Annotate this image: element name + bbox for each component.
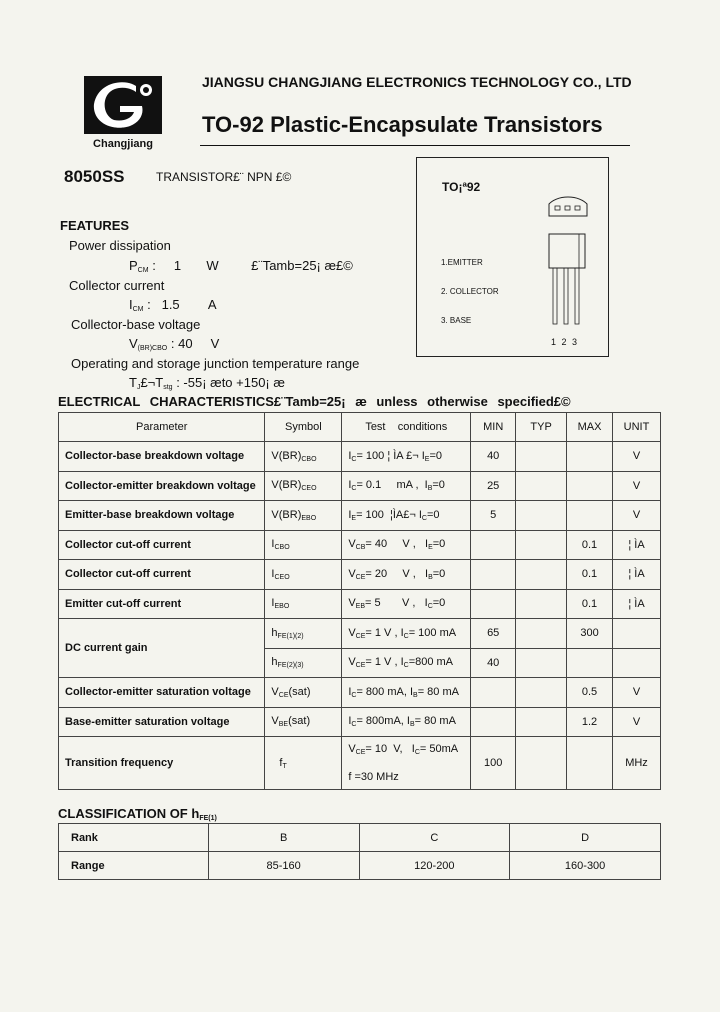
rank-cell: D — [510, 824, 661, 852]
min-cell — [471, 530, 516, 560]
param-cell: Base-emitter saturation voltage — [59, 707, 265, 737]
table-row — [59, 678, 661, 708]
typ-cell — [516, 619, 567, 649]
range-cell: 85-160 — [208, 852, 359, 880]
table-row — [59, 589, 661, 619]
feature-current-label: Collector current — [69, 278, 165, 293]
min-cell — [471, 589, 516, 619]
symbol-cell: $f_T$ — [265, 737, 342, 790]
table-row — [59, 501, 661, 531]
symbol-cell: $V(BR)_{CBO}$ — [265, 442, 342, 472]
pin-label-base: 3. BASE — [441, 316, 472, 325]
param-cell: Collector cut-off current — [59, 530, 265, 560]
max-cell: 0.5 — [567, 678, 613, 708]
classification-title: CLASSIFICATION OF $h_{FE(1)}$ — [58, 806, 217, 822]
max-cell — [567, 737, 613, 790]
unit-cell: ¦ ÌA — [613, 560, 661, 590]
min-cell: 5 — [471, 501, 516, 531]
param-cell: DC current gain — [59, 619, 265, 678]
feature-temp-value: $T_J£\neg T_{stg}$ : -55¡ æto +150¡ æ — [129, 375, 285, 391]
max-cell: 0.1 — [567, 589, 613, 619]
typ-cell — [516, 678, 567, 708]
typ-cell — [516, 707, 567, 737]
table-row — [59, 530, 661, 560]
rank-label: Rank — [59, 824, 209, 852]
condition-cell: $V_{EB}= 5$ V , $I_C=0$ — [342, 589, 471, 619]
symbol-cell: $V_{CE}(sat)$ — [265, 678, 342, 708]
condition-cell: $I_C= 100$ ¦ ÌA £¬ $I_E=0$ — [342, 442, 471, 472]
unit-cell: MHz — [613, 737, 661, 790]
unit-cell: ¦ ÌA — [613, 589, 661, 619]
header-typ: TYP — [516, 413, 567, 442]
symbol-cell: $h_{FE(2)(3)}$ — [265, 648, 342, 678]
table-row — [59, 707, 661, 737]
rank-cell: C — [359, 824, 510, 852]
table-row — [59, 737, 661, 790]
feature-power-value: $P_{CM}$ : 1 W £¨Tamb=25¡ æ£© — [129, 258, 353, 274]
classification-table — [58, 823, 661, 880]
symbol-cell: $V(BR)_{CEO}$ — [265, 471, 342, 501]
min-cell: 100 — [471, 737, 516, 790]
range-cell: 120-200 — [359, 852, 510, 880]
to92-package-drawing-icon — [539, 186, 599, 326]
feature-temp-label: Operating and storage junction temperature range — [71, 356, 360, 371]
header-symbol: Symbol — [265, 413, 342, 442]
typ-cell — [516, 530, 567, 560]
company-name: JIANGSU CHANGJIANG ELECTRONICS TECHNOLOGY CO., LTD — [202, 74, 632, 90]
min-cell: 40 — [471, 442, 516, 472]
features-title: FEATURES — [60, 218, 130, 233]
typ-cell — [516, 589, 567, 619]
param-cell: Collector-base breakdown voltage — [59, 442, 265, 472]
max-cell: 0.1 — [567, 530, 613, 560]
typ-cell — [516, 648, 567, 678]
max-cell: 0.1 — [567, 560, 613, 590]
param-cell: Collector cut-off current — [59, 560, 265, 590]
range-label: Range — [59, 852, 209, 880]
part-number: 8050SS — [64, 167, 125, 186]
feature-power-label: Power dissipation — [69, 238, 171, 253]
table-row — [59, 560, 661, 590]
electrical-title: ELECTRICAL CHARACTERISTICS£¨Tamb=25¡ æ unless otherwise specified£© — [58, 394, 571, 409]
header-unit: UNIT — [613, 413, 661, 442]
min-cell — [471, 678, 516, 708]
part-description: TRANSISTOR£¨ NPN £© — [156, 170, 292, 184]
unit-cell — [613, 648, 661, 678]
unit-cell: V — [613, 501, 661, 531]
electrical-table — [58, 412, 661, 790]
condition-cell: $V_{CE}= 20$ V , $I_B=0$ — [342, 560, 471, 590]
unit-cell: V — [613, 707, 661, 737]
min-cell — [471, 560, 516, 590]
condition-cell: $V_{CE}= 10$ V, $I_C= 50mA$ f =30 MHz — [342, 737, 471, 790]
symbol-cell: $I_{CEO}$ — [265, 560, 342, 590]
min-cell: 65 — [471, 619, 516, 649]
pin-label-emitter: 1.EMITTER — [441, 258, 483, 267]
range-cell: 160-300 — [510, 852, 661, 880]
condition-cell: $V_{CE}= 1$ V , $I_C=800$ mA — [342, 648, 471, 678]
header-parameter: Parameter — [59, 413, 265, 442]
package-box — [416, 157, 609, 357]
feature-voltage-label: Collector-base voltage — [71, 317, 201, 332]
package-title: TO¡ª92 — [442, 180, 481, 194]
range-row — [59, 852, 661, 880]
param-cell: Emitter cut-off current — [59, 589, 265, 619]
header-max: MAX — [567, 413, 613, 442]
condition-cell: $I_C= 800mA$, $I_B= 80$ mA — [342, 707, 471, 737]
symbol-cell: $V_{BE}(sat)$ — [265, 707, 342, 737]
min-cell — [471, 707, 516, 737]
unit-cell — [613, 619, 661, 649]
param-cell: Collector-emitter saturation voltage — [59, 678, 265, 708]
rank-cell: B — [208, 824, 359, 852]
header-min: MIN — [471, 413, 516, 442]
typ-cell — [516, 560, 567, 590]
header-test-conditions: Test conditions — [342, 413, 471, 442]
param-cell: Collector-emitter breakdown voltage — [59, 471, 265, 501]
max-cell — [567, 471, 613, 501]
rank-row — [59, 824, 661, 852]
unit-cell: V — [613, 442, 661, 472]
symbol-cell: $I_{EBO}$ — [265, 589, 342, 619]
header-divider — [200, 145, 630, 146]
param-cell: Emitter-base breakdown voltage — [59, 501, 265, 531]
typ-cell — [516, 442, 567, 472]
condition-cell: $I_C= 800$ mA, $I_B= 80$ mA — [342, 678, 471, 708]
unit-cell: V — [613, 678, 661, 708]
logo-text: Changjiang — [93, 138, 153, 150]
max-cell: 300 — [567, 619, 613, 649]
feature-voltage-value: $V_{(BR)CBO}$ : 40 V — [129, 336, 220, 352]
table-row — [59, 471, 661, 501]
max-cell — [567, 501, 613, 531]
condition-cell: $I_E= 100$ ¦ÌA£¬ $I_C=0$ — [342, 501, 471, 531]
typ-cell — [516, 501, 567, 531]
page-title: TO-92 Plastic-Encapsulate Transistors — [202, 112, 603, 137]
company-logo — [84, 76, 162, 154]
unit-cell: ¦ ÌA — [613, 530, 661, 560]
pin-numbers: 1 2 3 — [551, 337, 578, 347]
param-cell: Transition frequency — [59, 737, 265, 790]
max-cell — [567, 648, 613, 678]
feature-current-value: $I_{CM}$ : 1.5 A — [129, 297, 217, 313]
min-cell: 40 — [471, 648, 516, 678]
symbol-cell: $h_{FE(1)(2)}$ — [265, 619, 342, 649]
condition-cell: $V_{CE}= 1$ V , $I_C= 100$ mA — [342, 619, 471, 649]
symbol-cell: $V(BR)_{EBO}$ — [265, 501, 342, 531]
table-row — [59, 442, 661, 472]
table-row — [59, 619, 661, 649]
typ-cell — [516, 471, 567, 501]
symbol-cell: $I_{CBO}$ — [265, 530, 342, 560]
table-header-row — [59, 413, 661, 442]
condition-cell: $I_C= 0.1$ mA , $I_B=0$ — [342, 471, 471, 501]
max-cell: 1.2 — [567, 707, 613, 737]
pin-label-collector: 2. COLLECTOR — [441, 287, 499, 296]
unit-cell: V — [613, 471, 661, 501]
typ-cell — [516, 737, 567, 790]
condition-cell: $V_{CB}= 40$ V , $I_E=0$ — [342, 530, 471, 560]
max-cell — [567, 442, 613, 472]
min-cell: 25 — [471, 471, 516, 501]
